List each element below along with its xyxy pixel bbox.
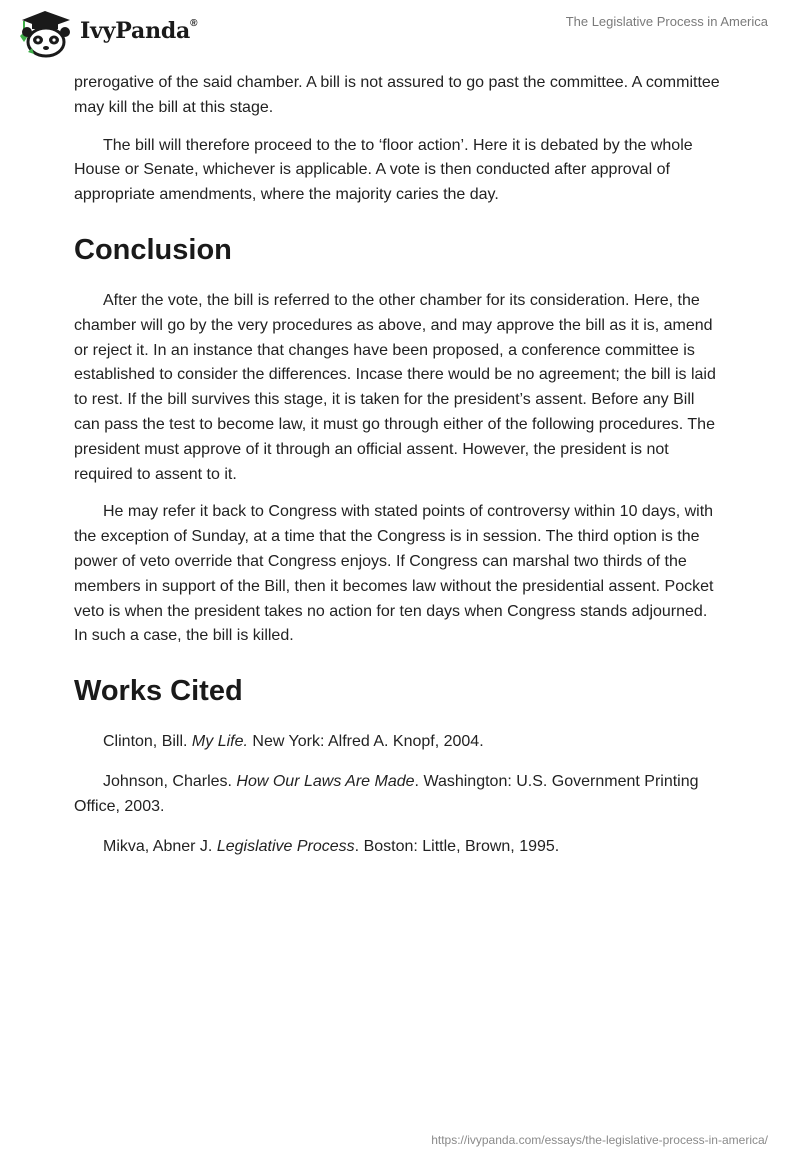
essay-content	[74, 71, 724, 874]
conclusion-paragraph-1: After the vote, the bill is referred to the other chamber for its consideration. Here, the chamber will go by the very procedures as above, and may approve the bill as it is, amend or reject it. In an instance that changes have been proposed, a conference committee is established to consider the differences. Incase there would be no agreement; the bill is laid to rest. If the bill survives this stage, it is taken for the president’s assent. Before any Bill can pass the test to become law, it must go through either of the following procedures. The president must approve of it through an official assent. However, the president is not required to assent to it.	[74, 291, 716, 483]
page-header	[0, 0, 800, 66]
source-url-link[interactable]: https://ivypanda.com/essays/the-legislative-process-in-america/	[431, 1133, 768, 1147]
citation-item: Johnson, Charles. How Our Laws Are Made. Washington: U.S. Government Printing Office, 2003.	[74, 772, 699, 815]
citation-item: Mikva, Abner J. Legislative Process. Boston: Little, Brown, 1995.	[103, 837, 560, 855]
conclusion-paragraph-2: He may refer it back to Congress with stated points of controversy within 10 days, with the exception of Sunday, at a time that the Congress is in session. The third option is the power of veto override that Congress enjoys. If Congress can marshal two thirds of the members in support of the Bill, then it becomes law without the presidential assent. Pocket veto is when the president takes no action for ten days when Congress stands adjourned. In such a case, the bill is killed.	[74, 503, 714, 645]
citation-item: Clinton, Bill. My Life. New York: Alfred A. Knopf, 2004.	[103, 733, 484, 751]
works-cited-heading: Works Cited	[74, 675, 243, 708]
document-title: The Legislative Process in America	[565, 14, 768, 29]
conclusion-heading: Conclusion	[74, 233, 232, 266]
paragraph-floor-action: The bill will therefore proceed to the to ‘floor action’. Here it is debated by the whole House or Senate, whichever is applicable. A vote is then conducted after approval of appropriate amendments, where the majority caries the day.	[74, 136, 693, 204]
brand-name[interactable]: IvyPanda®	[80, 17, 198, 44]
paragraph-continued: prerogative of the said chamber. A bill is not assured to go past the committee. A committee may kill the bill at this stage.	[74, 74, 720, 116]
panda-logo-icon[interactable]	[14, 8, 80, 58]
